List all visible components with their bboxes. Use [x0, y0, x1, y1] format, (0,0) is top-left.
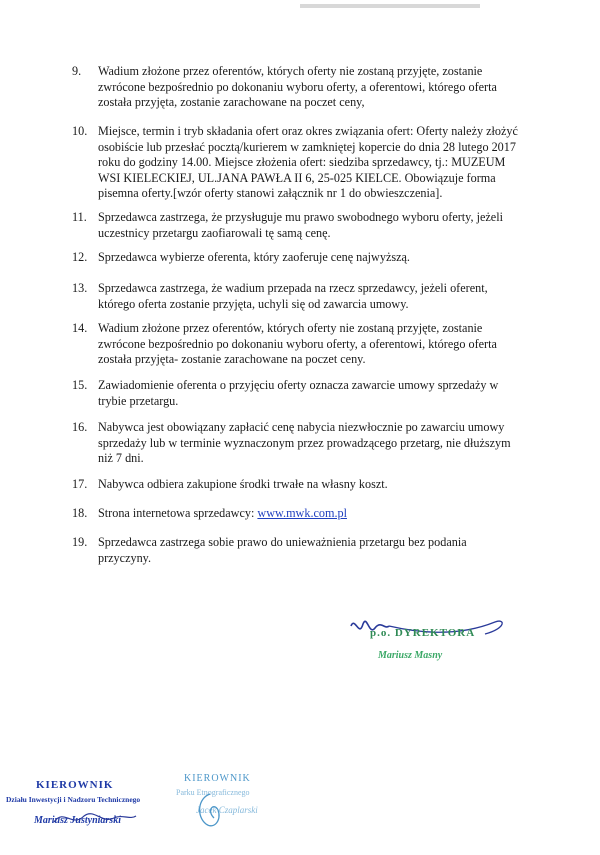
item-line: Sprzedawca wybierze oferenta, który zaoferuje cenę najwyższą.: [98, 250, 410, 264]
item-line: Sprzedawca zastrzega sobie prawo do unieważnienia przetargu bez podania: [98, 535, 467, 549]
item-number: 19.: [72, 535, 88, 549]
item-number: 14.: [72, 321, 88, 335]
director-stamp-title: p.o. DYREKTORA: [370, 627, 476, 639]
kierownik-park-signature: [192, 790, 240, 830]
item-line: Wadium złożone przez oferentów, których oferty nie zostaną przyjęte, zostanie: [98, 321, 483, 335]
item-line: roku do godziny 14.00. Miejsce złożenia ofert: siedziba sprzedawcy, tj.: MUZEUM: [98, 155, 506, 169]
item-line: którego oferta zostanie przyjęta, uchyli się od zawarcia umowy.: [98, 296, 409, 311]
kierownik-park-stamp-department: Parku Etnograficznego: [176, 788, 250, 797]
item-number: 17.: [72, 477, 88, 491]
item-line: pisemna oferty.[wzór oferty stanowi załącznik nr 1 do obwieszczenia].: [98, 186, 443, 200]
item-line: została przyjęta- zostanie zarachowane na poczet ceny.: [98, 352, 366, 366]
item-line: sprzedaży lub w terminie wyznaczonym przez prowadzącego przetarg, nie dłuższym: [98, 435, 511, 450]
item-number: 10.: [72, 124, 88, 138]
item-line: osobiście lub przesłać pocztą/kurierem w zamkniętej kopercie do dnia 28 lutego 2017: [98, 139, 516, 154]
item-number: 11.: [72, 210, 87, 224]
kierownik-park-stamp-name: Jacek Czaplarski: [196, 805, 258, 815]
item-number: 18.: [72, 506, 88, 520]
item-number: 16.: [72, 420, 88, 434]
item-number: 15.: [72, 378, 88, 392]
item-line: przyczyny.: [98, 550, 152, 565]
item-line: zwrócone bezpośrednio po dokonaniu wyboru oferty, a oferentowi, którego oferta: [98, 79, 497, 94]
item-line: Wadium złożone przez oferentów, których oferty nie zostaną przyjęte, zostanie: [98, 64, 483, 78]
item-line: Zawiadomienie oferenta o przyjęciu oferty oznacza zawarcie umowy sprzedaży w: [98, 378, 499, 392]
item-line: [98, 506, 550, 522]
kierownik-park-stamp-title: KIEROWNIK: [184, 773, 251, 784]
item-line: WSI KIELECKIEJ, UL.JANA PAWŁA II 6, 25-025 KIELCE. Obowiązuje forma: [98, 170, 496, 185]
item-line: została przyjęta, zostanie zarachowane na poczet ceny,: [98, 95, 365, 109]
item-line: uczestnicy przetargu zaofiarowali tę samą cenę.: [98, 225, 331, 240]
item-line: zwrócone bezpośrednio po dokonaniu wyboru oferty, a oferentowi, którego oferta: [98, 336, 497, 351]
item-line: trybie przetargu.: [98, 393, 179, 408]
website-link[interactable]: www.mwk.com.pl: [257, 506, 347, 520]
item-number: 9.: [72, 64, 82, 78]
director-stamp-name: Mariusz Masny: [378, 650, 443, 661]
kierownik-stamp-name: Mariusz Justyniarski: [34, 815, 121, 826]
item-line: Sprzedawca zastrzega, że wadium przepada na rzecz sprzedawcy, jeżeli oferent,: [98, 281, 488, 295]
kierownik-stamp-title: KIEROWNIK: [36, 779, 114, 791]
item-number: 12.: [72, 250, 88, 264]
item-line: Sprzedawca zastrzega, że przysługuje mu prawo swobodnego wyboru oferty, jeżeli: [98, 210, 503, 224]
kierownik-stamp-department: Działu Inwestycji i Nadzoru Technicznego: [6, 795, 141, 804]
website-label: Strona internetowa sprzedawcy:: [98, 506, 258, 520]
item-line: Nabywca jest obowiązany zapłacić cenę nabycia niezwłocznie po zawarciu umowy: [98, 420, 505, 434]
kierownik-signature: [50, 804, 140, 832]
item-line: Miejsce, termin i tryb składania ofert oraz okres związania ofert: Oferty należy złożyć: [98, 124, 518, 138]
item-line: niż 7 dni.: [98, 451, 144, 465]
page-edge-mark: [300, 4, 480, 8]
item-number: 13.: [72, 281, 88, 295]
item-line: Nabywca odbiera zakupione środki trwałe na własny koszt.: [98, 477, 388, 491]
